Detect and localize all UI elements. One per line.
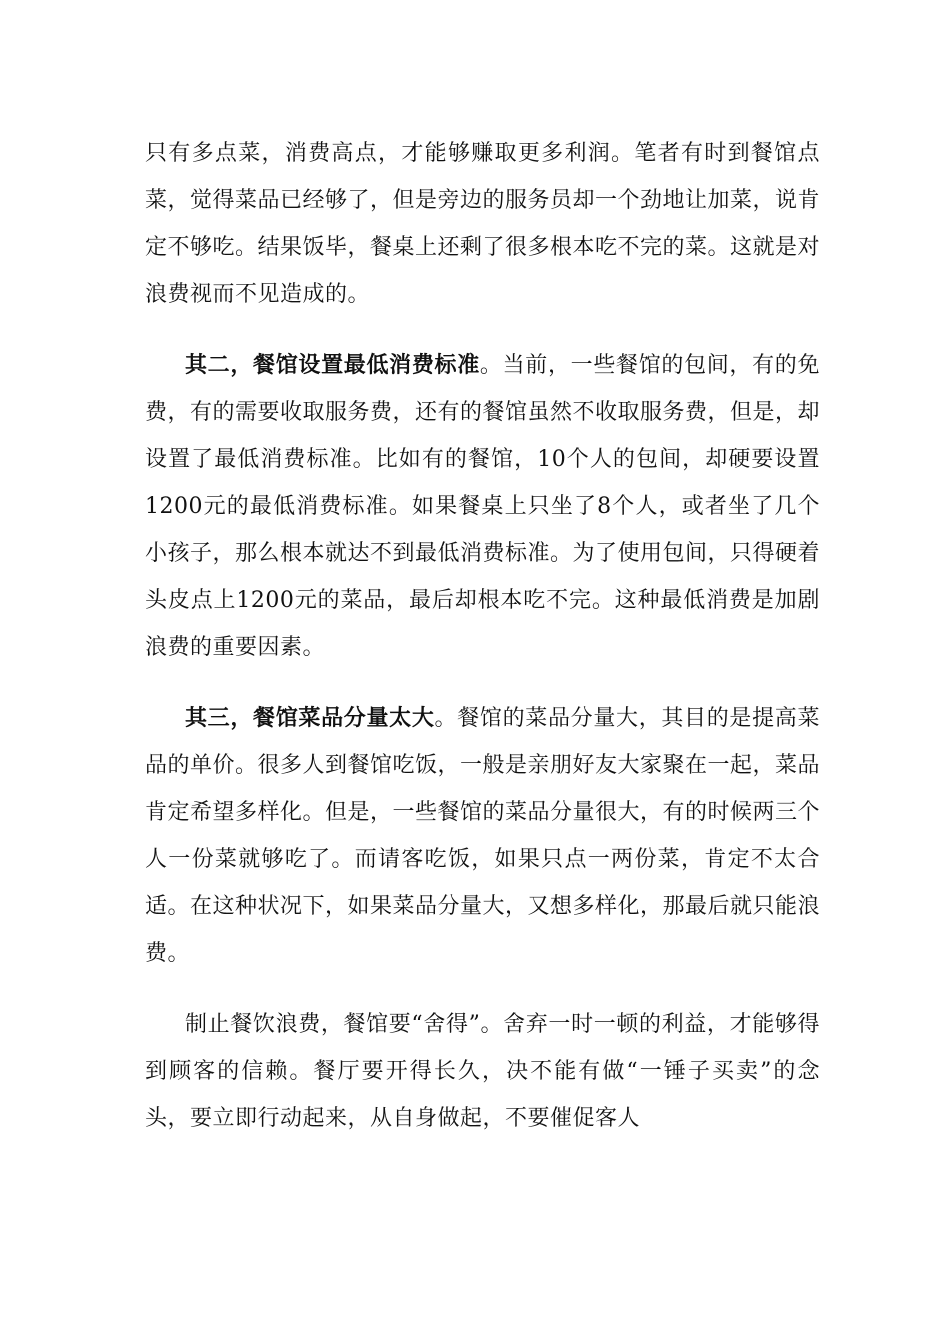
paragraph-4 [145,1001,820,1142]
paragraph-3-text: 。餐馆的菜品分量大，其目的是提高菜品的单价。很多人到餐馆吃饭，一般是亲朋好友大家聚在一起，菜品肯定希望多样化。但是，一些餐馆的菜品分量很大，有的时候两三个人一份菜就够吃了。而请客吃饭，如果只点一两份菜，肯定不太合适。在这种状况下，如果菜品分量大，又想多样化，那最后就只能浪费。 [145,706,821,966]
paragraph-2 [145,342,820,671]
paragraph-2-lead: 其二，餐馆设置最低消费标准 [185,352,480,378]
paragraph-1-text: 只有多点菜，消费高点，才能够赚取更多利润。笔者有时到餐馆点菜，觉得菜品已经够了，但是旁边的服务员却一个劲地让加菜，说肯定不够吃。结果饭毕，餐桌上还剩了很多根本吃不完的菜。这就是对浪费视而不见造成的。 [145,141,821,307]
paragraph-1 [145,130,820,318]
document-body [145,130,820,1166]
paragraph-2-text: 。当前，一些餐馆的包间，有的免费，有的需要收取服务费，还有的餐馆虽然不收取服务费，但是，却设置了最低消费标准。比如有的餐馆，10个人的包间，却硬要设置1200元的最低消费标准。如果餐桌上只坐了8个人，或者坐了几个小孩子，那么根本就达不到最低消费标准。为了使用包间，只得硬着头皮点上1200元的菜品，最后却根本吃不完。这种最低消费是加剧浪费的重要因素。 [145,353,821,660]
paragraph-3-lead: 其三，餐馆菜品分量太大 [185,705,435,731]
paragraph-4-text: 制止餐饮浪费，餐馆要“舍得”。舍弃一时一顿的利益，才能够得到顾客的信赖。餐厅要开得长久，决不能有做“一锤子买卖”的念头，要立即行动起来，从自身做起，不要催促客人 [145,1012,820,1131]
paragraph-3 [145,695,820,977]
